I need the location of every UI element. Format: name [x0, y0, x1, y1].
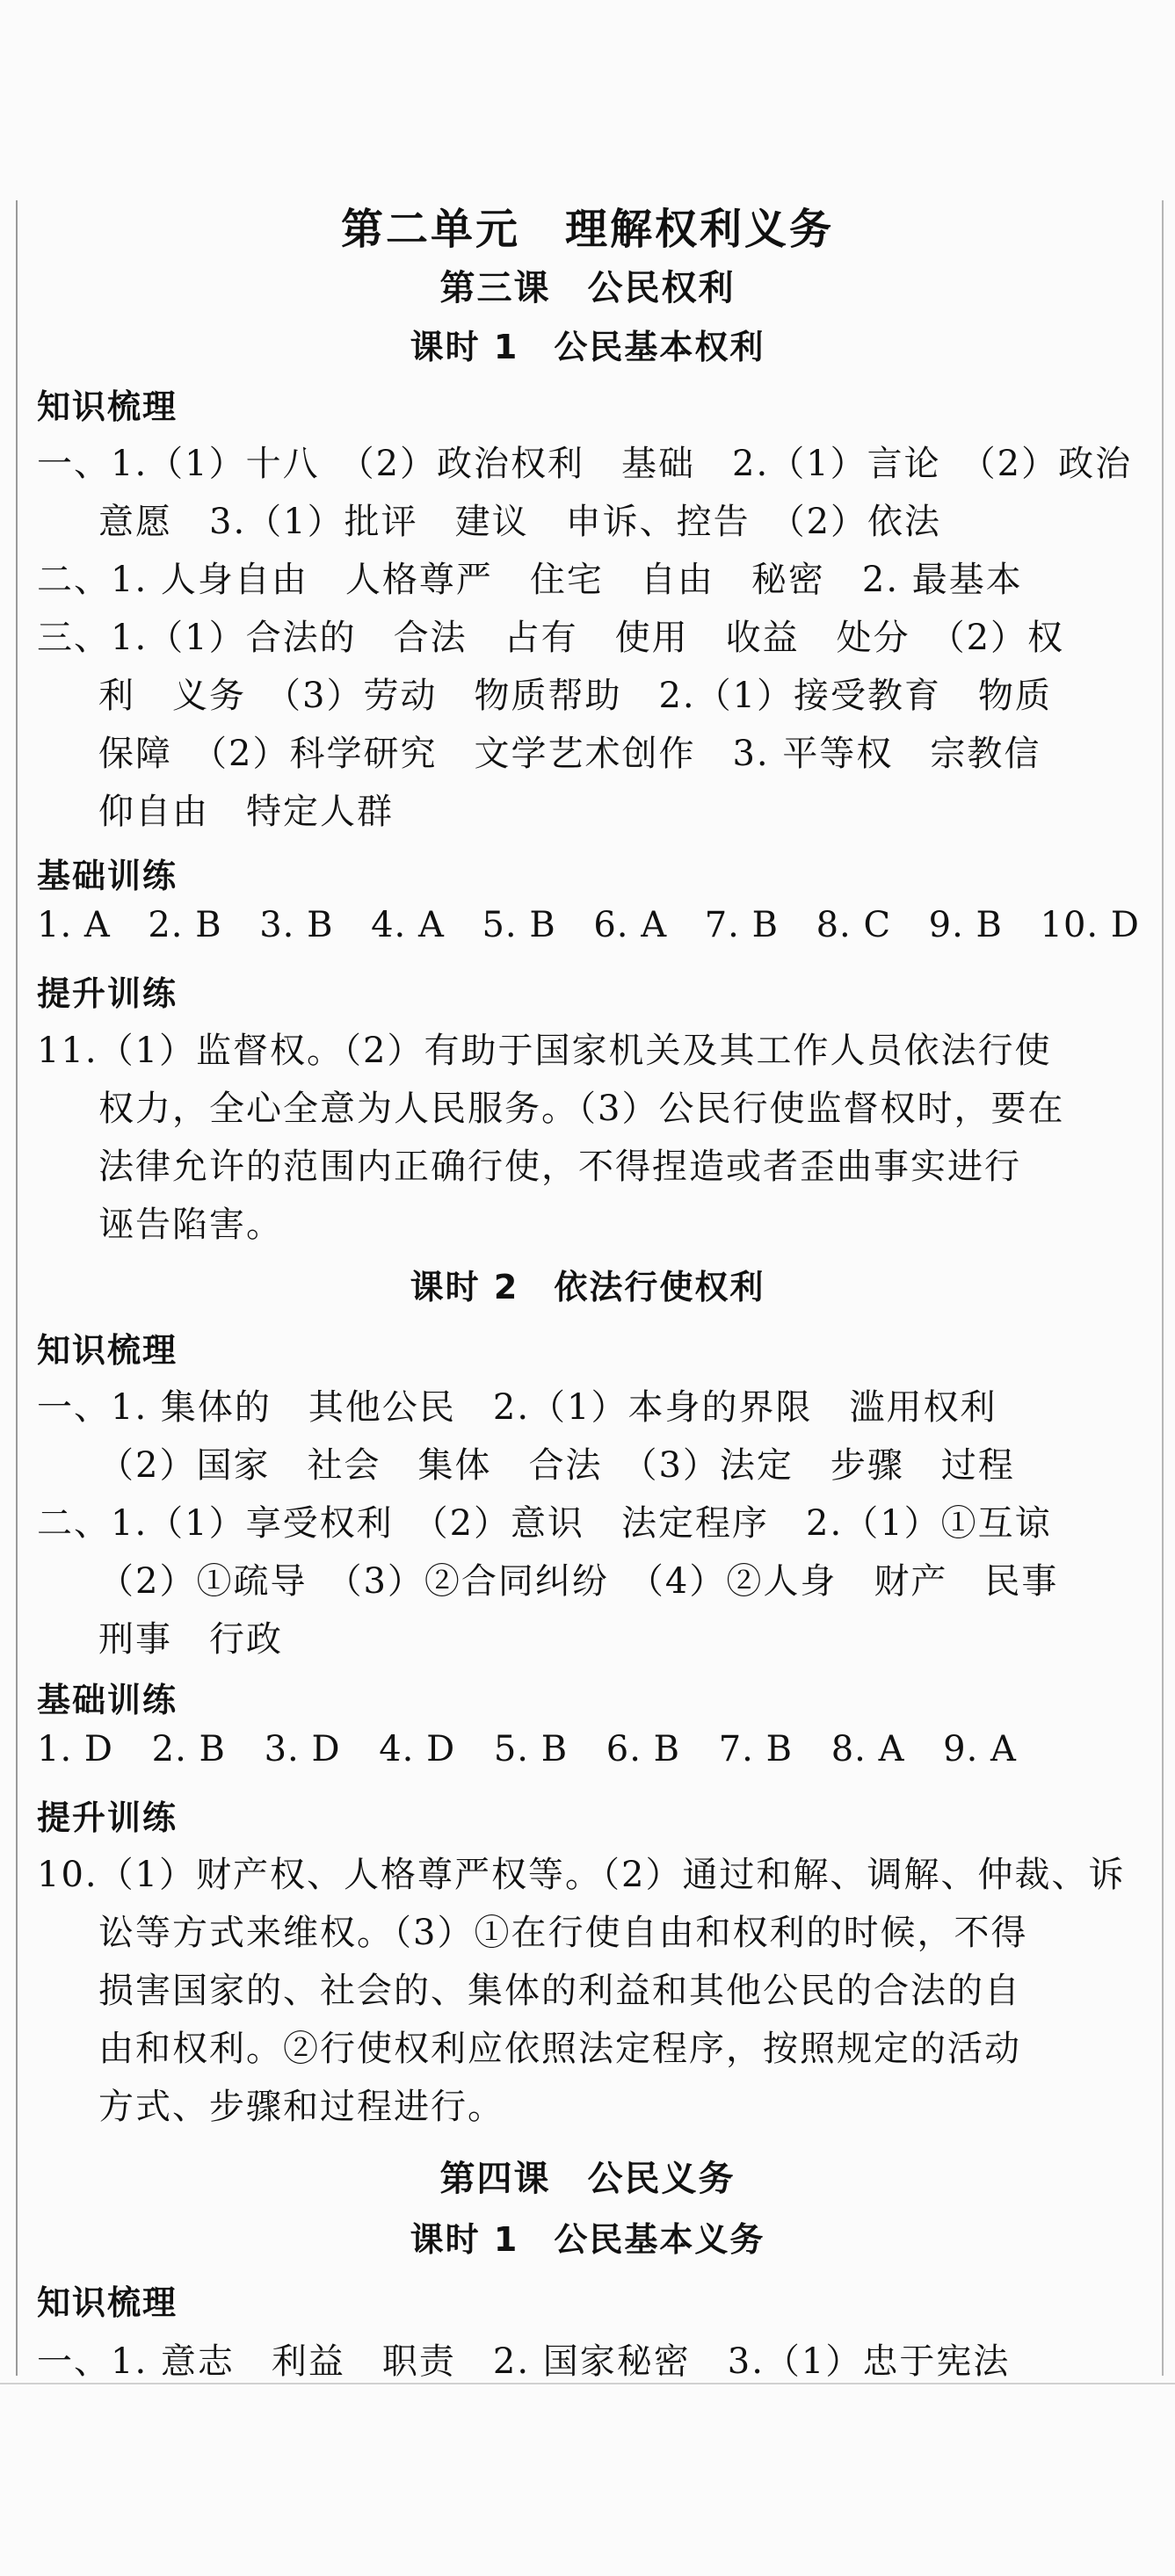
answer-item: 8. C [816, 905, 892, 945]
knowledge-heading: 知识梳理 [37, 1331, 178, 1370]
text-line: 10.（1）财产权、人格尊严权等。（2）通过和解、调解、仲裁、诉 [37, 1855, 1126, 1895]
text-line: 意愿 3.（1）批评 建议 申诉、控告 （2）依法 [98, 502, 942, 542]
text-line: 讼等方式来维权。（3）①在行使自由和权利的时候，不得 [98, 1913, 1028, 1953]
text-line: （2）国家 社会 集体 合法 （3）法定 步骤 过程 [98, 1445, 1015, 1486]
text-line: 二、1. 人身自由 人格尊严 住宅 自由 秘密 2. 最基本 [37, 560, 1023, 600]
unit-title: 第二单元 理解权利义务 [340, 205, 834, 254]
knowledge-heading: 知识梳理 [37, 387, 178, 426]
basic-training-heading: 基础训练 [37, 857, 178, 895]
text-line: 利 义务 （3）劳动 物质帮助 2.（1）接受教育 物质 [98, 676, 1053, 716]
text-line: 权力，全心全意为人民服务。（3）公民行使监督权时，要在 [98, 1089, 1065, 1129]
text-line: 保障 （2）科学研究 文学艺术创作 3. 平等权 宗教信 [98, 734, 1041, 774]
text-line: 诬告陷害。 [98, 1205, 283, 1245]
answer-item: 1. D [37, 1729, 113, 1769]
text-line: 11.（1）监督权。（2）有助于国家机关及其工作人员依法行使 [37, 1031, 1052, 1071]
text-line: 一、1.（1）十八 （2）政治权利 基础 2.（1）言论 （2）政治 [37, 444, 1133, 484]
text-line: 三、1.（1）合法的 合法 占有 使用 收益 处分 （2）权 [37, 618, 1065, 658]
text-line: 一、1. 集体的 其他公民 2.（1）本身的界限 滥用权利 [37, 1387, 997, 1428]
answer-row [37, 1729, 1017, 1769]
answer-item: 9. A [943, 1729, 1017, 1769]
answer-item: 10. D [1040, 905, 1140, 945]
answer-item: 6. B [606, 1729, 681, 1769]
answer-item: 5. B [493, 1729, 569, 1769]
lesson4-title: 第四课 公民义务 [439, 2159, 736, 2199]
answer-item: 3. B [259, 905, 334, 945]
answer-item: 3. D [264, 1729, 341, 1769]
answer-item: 9. B [928, 905, 1003, 945]
lesson3-title: 第三课 公民权利 [439, 268, 736, 308]
text-line: 方式、步骤和过程进行。 [98, 2087, 504, 2127]
answer-item: 4. A [371, 905, 445, 945]
text-line: 由和权利。②行使权利应依照法定程序，按照规定的活动 [98, 2029, 1021, 2069]
lesson3-period2-title: 课时 2 依法行使权利 [410, 1268, 765, 1306]
answer-row [37, 905, 1140, 945]
text-line: 仰自由 特定人群 [98, 792, 394, 832]
answer-item: 1. A [37, 905, 111, 945]
answer-item: 7. B [718, 1729, 794, 1769]
basic-training-heading: 基础训练 [37, 1681, 178, 1719]
text-line: 二、1.（1）享受权利 （2）意识 法定程序 2.（1）①互谅 [37, 1503, 1052, 1544]
answer-item: 8. A [830, 1729, 905, 1769]
answer-item: 4. D [379, 1729, 456, 1769]
text-line: 法律允许的范围内正确行使，不得捏造或者歪曲事实进行 [98, 1147, 1021, 1187]
advanced-training-heading: 提升训练 [37, 1798, 178, 1837]
lesson3-period1-title: 课时 1 公民基本权利 [410, 328, 765, 366]
lesson4-period1-title: 课时 1 公民基本义务 [410, 2220, 765, 2259]
text-line: 刑事 行政 [98, 1619, 283, 1660]
answer-item: 2. B [151, 1729, 226, 1769]
answer-item: 2. B [148, 905, 222, 945]
answer-item: 6. A [593, 905, 668, 945]
text-line: 一、1. 意志 利益 职责 2. 国家秘密 3.（1）忠于宪法 [37, 2341, 1011, 2382]
knowledge-heading: 知识梳理 [37, 2283, 178, 2322]
advanced-training-heading: 提升训练 [37, 974, 178, 1013]
text-line: 损害国家的、社会的、集体的利益和其他公民的合法的自 [98, 1971, 1021, 2011]
answer-item: 5. B [482, 905, 556, 945]
answer-item: 7. B [704, 905, 779, 945]
text-line: （2）①疏导 （3）②合同纠纷 （4）②人身 财产 民事 [98, 1561, 1059, 1602]
